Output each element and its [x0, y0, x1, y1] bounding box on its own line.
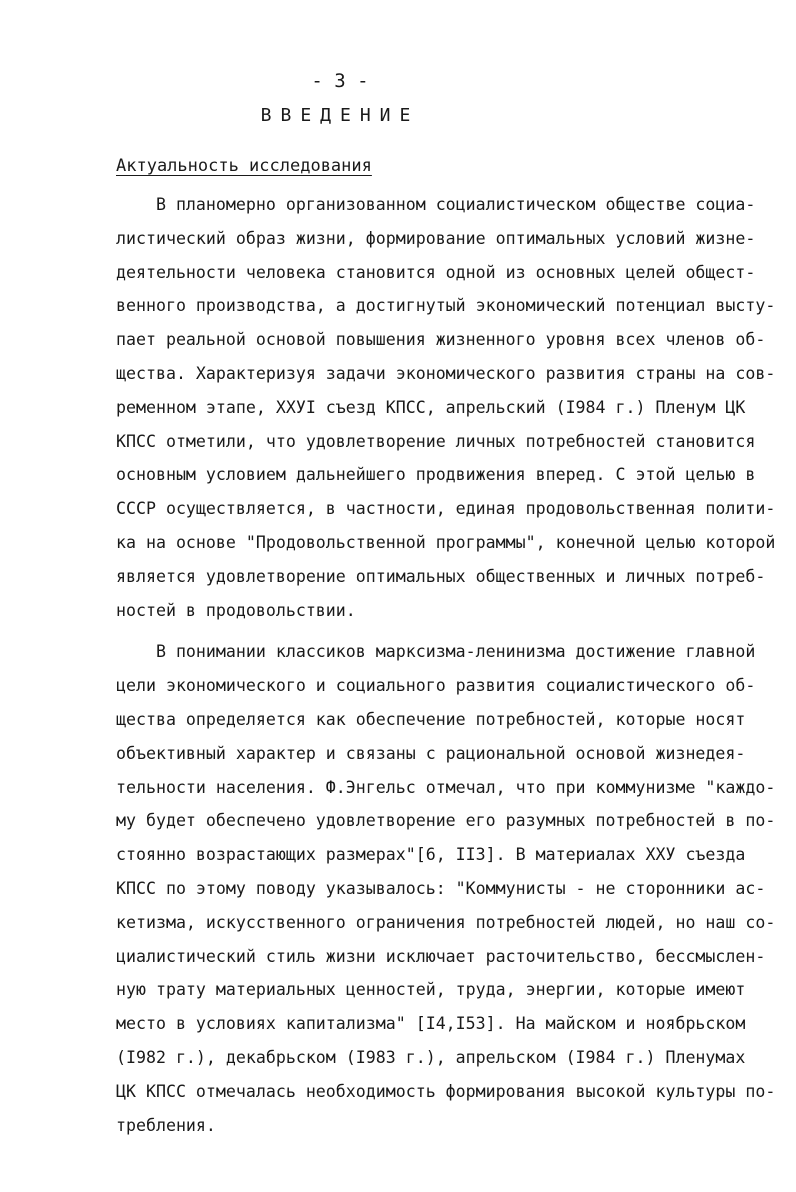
- subsection-heading: Актуальность исследования: [116, 156, 372, 176]
- text-line: кетизма, искусственного ограничения потребностей людей, но наш со-: [116, 912, 776, 932]
- text-line: место в условиях капитализма" [I4,I53]. На майском и ноябрьском: [116, 1014, 746, 1034]
- paragraph: [116, 635, 776, 1142]
- text-line: цели экономического и социального развития социалистического об-: [116, 676, 756, 696]
- section-heading: ВВЕДЕНИЕ: [260, 105, 420, 126]
- text-line: объективный характер и связаны с рациональной основой жизнедея-: [116, 743, 746, 763]
- text-line: ЦК КПСС отмечалась необходимость формирования высокой культуры по-: [116, 1081, 776, 1101]
- text-line: листический образ жизни, формирование оптимальных условий жизне-: [116, 228, 756, 248]
- text-line: деятельности человека становится одной из основных целей общест-: [116, 262, 756, 282]
- text-line: ную трату материальных ценностей, труда, энергии, которые имеют: [116, 980, 746, 1000]
- text-line: СССР осуществляется, в частности, единая продовольственная полити-: [116, 499, 776, 519]
- text-line: основным условием дальнейшего продвижения вперед. С этой целью в: [116, 465, 756, 485]
- text-line: В планомерно организованном социалистическом обществе социа-: [116, 195, 756, 214]
- text-line: щества. Характеризуя задачи экономического развития страны на сов-: [116, 363, 776, 383]
- paragraph: [116, 188, 776, 627]
- text-line: ностей в продовольствии.: [116, 600, 356, 620]
- body-text: [116, 188, 776, 1142]
- text-line: ка на основе "Продовольственной программы", конечной целью которой: [116, 532, 776, 552]
- text-line: стоянно возрастающих размерах"[6, II3]. В материалах ХХУ съезда: [116, 845, 746, 865]
- text-line: является удовлетворение оптимальных общественных и личных потреб-: [116, 566, 766, 586]
- text-line: (I982 г.), декабрьском (I983 г.), апрельском (I984 г.) Пленумах: [116, 1047, 746, 1067]
- text-line: му будет обеспечено удовлетворение его разумных потребностей в по-: [116, 811, 776, 831]
- page-number: - 3 -: [311, 70, 369, 92]
- text-line: щества определяется как обеспечение потребностей, которые носят: [116, 709, 746, 729]
- text-line: пает реальной основой повышения жизненного уровня всех членов об-: [116, 330, 766, 350]
- text-line: ременном этапе, ХХУI съезд КПСС, апрельский (I984 г.) Пленум ЦК: [116, 397, 746, 417]
- text-line: В понимании классиков марксизма-ленинизма достижение главной: [116, 642, 756, 662]
- text-line: тельности населения. Ф.Энгельс отмечал, что при коммунизме "каждо-: [116, 777, 776, 797]
- text-line: требления.: [116, 1115, 216, 1135]
- text-line: КПСС по этому поводу указывалось: "Коммунисты - не сторонники ас-: [116, 878, 766, 898]
- text-line: циалистический стиль жизни исключает расточительство, бессмыслен-: [116, 946, 766, 966]
- text-line: КПСС отметили, что удовлетворение личных потребностей становится: [116, 431, 756, 451]
- paragraph-gap: [116, 627, 756, 635]
- text-line: венного производства, а достигнутый экономический потенциал высту-: [116, 296, 776, 316]
